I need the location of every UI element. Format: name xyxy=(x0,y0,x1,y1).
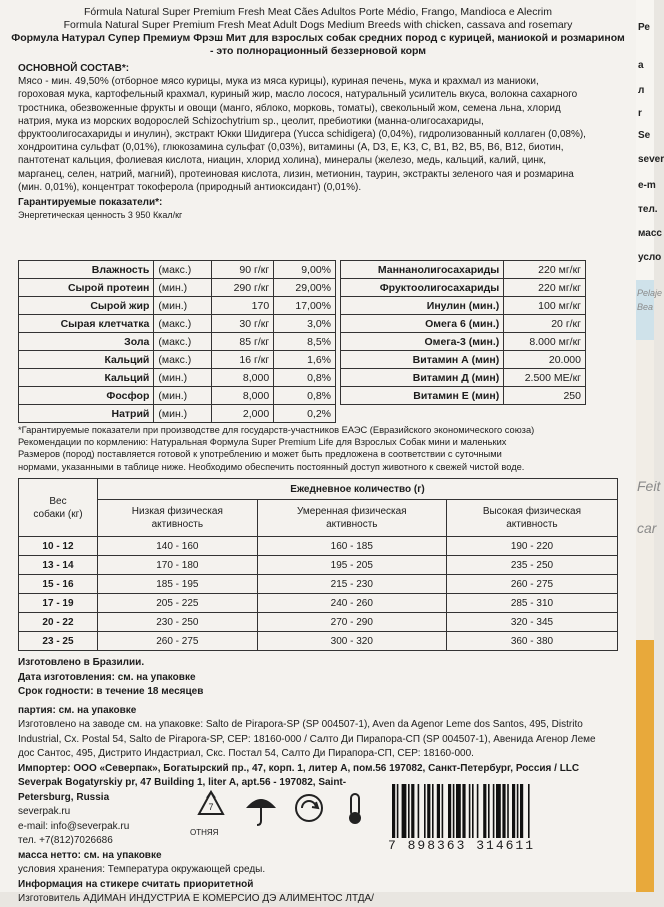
composition-block xyxy=(18,62,628,222)
high-activity-amount: 320 - 345 xyxy=(446,613,617,632)
nutrient-value: 85 г/кг xyxy=(212,333,274,351)
moderate-activity-amount: 215 - 230 xyxy=(257,575,446,594)
nutrient-value: 90 г/кг xyxy=(212,261,274,279)
composition-line: пантотенат кальция, фолиевая кислота, ниацин, хлорид холина), минералы (железо, медь, кальций, калий, цинк, xyxy=(18,155,547,167)
nutrient-value: 20 г/кг xyxy=(504,315,586,333)
moderate-activity-amount: 300 - 320 xyxy=(257,632,446,651)
barcode-bar xyxy=(469,784,471,838)
nutrient-value: 2.500 МЕ/кг xyxy=(504,369,586,387)
high-activity-amount: 190 - 220 xyxy=(446,537,617,556)
sticker-note: Информация на стикере считать приоритетной xyxy=(18,878,254,890)
side-text: усло xyxy=(638,252,662,263)
side-text: л xyxy=(638,85,645,96)
nutrient-condition: (мин.) xyxy=(154,387,212,405)
nutrient-name: Влажность xyxy=(19,261,154,279)
nutrient-value: 8.000 мг/кг xyxy=(504,333,586,351)
table-row xyxy=(341,351,586,369)
nutrient-name: Омега 6 (мин.) xyxy=(341,315,504,333)
dog-weight: 15 - 16 xyxy=(19,575,98,594)
title-en: Formula Natural Super Premium Fresh Meat Adult Dogs Medium Breeds with chicken, cassava and rosemary xyxy=(63,19,573,31)
table-row xyxy=(19,387,336,405)
nutrient-value: 220 мг/кг xyxy=(504,261,586,279)
barcode-bar xyxy=(437,784,440,838)
side-text: Bea xyxy=(637,302,654,312)
net-weight: масса нетто: см. на упаковке xyxy=(18,849,162,861)
nutrient-value: 220 мг/кг xyxy=(504,279,586,297)
barcode-bar xyxy=(512,784,515,838)
title-pt: Fórmula Natural Super Premium Fresh Meat Cães Adultos Porte Médio, Frango, Mandioca e Alecrim xyxy=(83,6,553,18)
title-ru: Формула Натурал Супер Премиум Фрэш Мит для взрослых собак средних пород с курицей, маниокой и розмарином xyxy=(11,32,625,44)
nutrient-value: 2,000 xyxy=(212,405,274,423)
factory-line: Industrial, Cx. Postal 54, Salto de Pirapora-SP, CEP: 18160-000 / Салто Ди Пирапора-СП (SP 004507-1), Авенида Агенор Леме xyxy=(18,733,596,745)
barcode-bar xyxy=(472,784,474,838)
note-line: Рекомендации по кормлению: Натуральная Формула Super Premium Life для Взрослых Собак мини и маленьких xyxy=(18,437,507,448)
dog-weight: 17 - 19 xyxy=(19,594,98,613)
low-activity-header: Низкая физическая активность xyxy=(98,500,258,537)
barcode-bar xyxy=(493,784,495,838)
svg-text:7: 7 xyxy=(208,802,214,812)
composition-line: тростника, обезвоженные фрукты и овощи (манго, яблоко, морковь, томаты), свекольный жом, семена льна, хлорид xyxy=(18,102,561,114)
composition-line: фруктоолигосахариды и инулин), экстракт Юкки Шидигера (Yucca schidigera) (0,04%), гидролизованный коллаген (0,08%), xyxy=(18,129,586,141)
table-row xyxy=(341,315,586,333)
table-row xyxy=(19,613,618,632)
composition-line: натрия, мука из морских водорослей Schizochytrium sp., цеолит, пребиотики (манна-олигосахариды, xyxy=(18,115,484,127)
nutrient-condition: (макс.) xyxy=(154,261,212,279)
barcode-bar xyxy=(517,784,519,838)
symbol-icons xyxy=(180,788,380,844)
table-row xyxy=(341,297,586,315)
high-activity-amount: 360 - 380 xyxy=(446,632,617,651)
nutrient-percent: 0,2% xyxy=(274,405,336,423)
nutrient-name: Кальций xyxy=(19,369,154,387)
nutrient-value: 250 xyxy=(504,387,586,405)
nutrient-name: Зола xyxy=(19,333,154,351)
barcode-icon xyxy=(388,782,600,842)
nutrient-condition: (мин.) xyxy=(154,279,212,297)
nutrient-value: 8,000 xyxy=(212,387,274,405)
low-activity-amount: 230 - 250 xyxy=(98,613,258,632)
nutrient-name: Витамин Е (мин) xyxy=(341,387,504,405)
barcode-bar xyxy=(442,784,444,838)
moderate-activity-amount: 270 - 290 xyxy=(257,613,446,632)
nutrient-condition: (мин.) xyxy=(154,405,212,423)
table-row xyxy=(19,575,618,594)
low-activity-amount: 260 - 275 xyxy=(98,632,258,651)
notes-block xyxy=(18,424,628,473)
nutrient-value: 8,000 xyxy=(212,369,274,387)
production-date: Дата изготовления: см. на упаковке xyxy=(18,671,196,683)
note-line: нормами, указанными в таблице ниже. Необходимо обеспечить постоянный доступ животного к свежей чистой воде. xyxy=(18,461,525,472)
note-line: Размеров (пород) поставляется готовой к употреблению и может быть предложена в соответствии с суточными xyxy=(18,449,502,460)
weight-header: Вес собаки (кг) xyxy=(19,479,98,537)
nutrient-name: Кальций xyxy=(19,351,154,369)
nutrient-name: Сырой жир xyxy=(19,297,154,315)
nutrient-name: Фруктоолигосахариды xyxy=(341,279,504,297)
nutrient-value: 170 xyxy=(212,297,274,315)
barcode-bar xyxy=(496,784,501,838)
nutrient-percent: 17,00% xyxy=(274,297,336,315)
barcode-bar xyxy=(507,784,509,838)
website: severpak.ru xyxy=(18,806,71,817)
moderate-activity-amount: 160 - 185 xyxy=(257,537,446,556)
table-row xyxy=(19,279,336,297)
low-activity-amount: 170 - 180 xyxy=(98,556,258,575)
phone: тел. +7(812)7026686 xyxy=(18,835,113,846)
low-activity-amount: 205 - 225 xyxy=(98,594,258,613)
barcode-bar xyxy=(392,784,395,838)
side-text: Pelaje xyxy=(637,288,663,298)
side-text: sever xyxy=(638,154,664,165)
nutrient-value: 16 г/кг xyxy=(212,351,274,369)
table-row xyxy=(19,333,336,351)
barcode-bar xyxy=(397,784,399,838)
barcode-bar xyxy=(462,784,465,838)
composition-line: хондроитина сульфат (0,01%), глюкозамина сульфат (0,03%), витамины (A, D3, E, K3, C, B1, B2, B5, B6, B12, биотин, xyxy=(18,142,564,154)
side-text: Ре xyxy=(638,22,650,33)
barcode-bar xyxy=(418,784,420,838)
daily-amount-header: Ежедневное количество (г) xyxy=(98,479,618,500)
nutrient-percent: 9,00% xyxy=(274,261,336,279)
side-text: Se xyxy=(638,130,651,141)
guaranteed-title: Гарантируемые показатели*: xyxy=(18,197,163,209)
dog-weight: 20 - 22 xyxy=(19,613,98,632)
umbrella-icon xyxy=(242,788,280,828)
nutrient-name: Витамин Д (мин) xyxy=(341,369,504,387)
barcode-bar xyxy=(456,784,461,838)
barcode-number: 7 898363 314611 xyxy=(388,838,536,853)
temperature-icon xyxy=(336,788,374,828)
table-row xyxy=(19,315,336,333)
recycle-label: ОТНЯЯ xyxy=(190,828,219,837)
table-row xyxy=(19,537,618,556)
barcode-bar xyxy=(448,784,451,838)
guaranteed-table-right xyxy=(340,260,586,405)
high-activity-amount: 285 - 310 xyxy=(446,594,617,613)
moderate-activity-header: Умеренная физическая активность xyxy=(257,500,446,537)
composition-line: Мясо - мин. 49,50% (отборное мясо курицы, мука из мяса курицы), куриная печень, мука и крахмал из маниоки, xyxy=(18,76,539,88)
nutrient-name: Омега-3 (мин.) xyxy=(341,333,504,351)
moderate-activity-amount: 195 - 205 xyxy=(257,556,446,575)
barcode-bar xyxy=(483,784,486,838)
side-text: тел. xyxy=(638,204,658,215)
side-text: a xyxy=(638,60,644,71)
side-text: car xyxy=(637,520,657,536)
table-row xyxy=(341,387,586,405)
nutrient-percent: 29,00% xyxy=(274,279,336,297)
barcode-bar xyxy=(453,784,455,838)
high-activity-amount: 260 - 275 xyxy=(446,575,617,594)
nutrient-value: 290 г/кг xyxy=(212,279,274,297)
dog-weight: 23 - 25 xyxy=(19,632,98,651)
nutrient-value: 20.000 xyxy=(504,351,586,369)
low-activity-amount: 140 - 160 xyxy=(98,537,258,556)
table-row xyxy=(341,333,586,351)
composition-line: (мин. 0,01%), концентрат токоферола (природный антиоксидант) (0,01%). xyxy=(18,181,362,193)
side-text: e-m xyxy=(638,180,656,191)
nutrient-name: Натрий xyxy=(19,405,154,423)
email: e-mail: info@severpak.ru xyxy=(18,820,130,832)
high-activity-amount: 235 - 250 xyxy=(446,556,617,575)
shelf-life: Срок годности: в течение 18 месяцев xyxy=(18,686,204,697)
nutrient-name: Фосфор xyxy=(19,387,154,405)
composition-line: марганец, селен, натрий, магний), протеиновая кислота, лизин, метионин, таурин, экстракты зеленого чая и розмарина xyxy=(18,168,574,180)
nutrient-condition: (макс.) xyxy=(154,351,212,369)
barcode-bar xyxy=(424,784,426,838)
barcode-bar xyxy=(502,784,505,838)
moderate-activity-amount: 240 - 260 xyxy=(257,594,446,613)
side-text: r xyxy=(638,108,642,119)
table-row xyxy=(19,632,618,651)
nutrient-percent: 3,0% xyxy=(274,315,336,333)
table-row xyxy=(19,369,336,387)
nutrient-value: 30 г/кг xyxy=(212,315,274,333)
high-activity-header: Высокая физическая активность xyxy=(446,500,617,537)
nutrient-name: Сырая клетчатка xyxy=(19,315,154,333)
barcode-bar xyxy=(402,784,407,838)
factory-line: Изготовлено на заводе см. на упаковке: Salto de Pirapora-SP (SP 004507-1), Aven da Agenor Leme dos Santos, 495, Distrito xyxy=(18,719,583,730)
nutrient-percent: 0,8% xyxy=(274,387,336,405)
nutrient-value: 100 мг/кг xyxy=(504,297,586,315)
barcode-bar xyxy=(528,784,530,838)
table-row xyxy=(19,297,336,315)
dog-weight: 13 - 14 xyxy=(19,556,98,575)
barcode-bar xyxy=(411,784,414,838)
nutrient-name: Витамин А (мин) xyxy=(341,351,504,369)
nutrient-percent: 8,5% xyxy=(274,333,336,351)
nutrient-condition: (мин.) xyxy=(154,369,212,387)
composition-line: гороховая мука, картофельный крахмал, куриный жир, масло лосося, натуральный усилитель вкуса, волокна сахарного xyxy=(18,89,578,101)
table-row xyxy=(19,405,336,423)
nutrient-condition: (мин.) xyxy=(154,297,212,315)
side-text: масс xyxy=(638,228,662,239)
maker: Изготовитель АДИМАН ИНДУСТРИА Е КОМЕРСИО ДЭ АЛИМЕНТОС ЛТДА/ xyxy=(18,893,374,904)
nutrient-condition: (макс.) xyxy=(154,333,212,351)
low-activity-amount: 185 - 195 xyxy=(98,575,258,594)
energy-value: Энергетическая ценность 3 950 Ккал/кг xyxy=(18,210,183,221)
adjacent-label-edge xyxy=(636,0,664,892)
note-line: *Гарантируемые показатели при производстве для государств-участников ЕАЭС (Евразийского экономического союза) xyxy=(18,425,535,435)
feeding-table xyxy=(18,478,618,651)
factory-line: дос Сантос, 495, Дистрито Индастриал, Скс. Постал 54, Салто Ди Пирапора-СП, СЕР: 18160-000. xyxy=(18,748,474,759)
nutrient-name: Сырой протеин xyxy=(19,279,154,297)
barcode-bar xyxy=(408,784,410,838)
table-row xyxy=(19,351,336,369)
table-row xyxy=(19,556,618,575)
barcode-bar xyxy=(477,784,479,838)
nutrient-name: Маннанолигосахариды xyxy=(341,261,504,279)
table-row xyxy=(341,261,586,279)
importer-line: Импортер: ООО «Северпак», Богатырский пр., 47, корп. 1, литер А, пом.56 197082, Санкт-Петербург, Россия / LLC xyxy=(18,762,580,774)
barcode-bar xyxy=(432,784,434,838)
title-ru-2: - это полнорационный беззерновой корм xyxy=(209,45,427,57)
storage: условия хранения: Температура окружающей среды. xyxy=(18,864,266,875)
nutrient-percent: 1,6% xyxy=(274,351,336,369)
batch: партия: см. на упаковке xyxy=(18,704,137,716)
nutrient-percent: 0,8% xyxy=(274,369,336,387)
barcode-bar xyxy=(520,784,523,838)
side-text: Feit xyxy=(637,478,661,494)
recycling-loop-icon xyxy=(290,788,328,828)
barcode-bar xyxy=(488,784,490,838)
composition-title: ОСНОВНОЙ СОСТАВ*: xyxy=(18,63,130,74)
importer-line: Petersburg, Russia xyxy=(18,791,110,803)
table-row xyxy=(19,594,618,613)
importer-line: Severpak Bogatyrskiy pr, 47 Building 1, liter A, apt.56 - 197082, Saint- xyxy=(18,777,347,788)
table-row xyxy=(341,369,586,387)
nutrient-name: Инулин (мин.) xyxy=(341,297,504,315)
table-row xyxy=(341,279,586,297)
nutrient-condition: (макс.) xyxy=(154,315,212,333)
recycle-icon xyxy=(192,788,230,828)
made-in: Изготовлено в Бразилии. xyxy=(18,657,145,668)
dog-weight: 10 - 12 xyxy=(19,537,98,556)
guaranteed-table-left xyxy=(18,260,336,423)
table-row xyxy=(19,261,336,279)
barcode-bar xyxy=(427,784,430,838)
